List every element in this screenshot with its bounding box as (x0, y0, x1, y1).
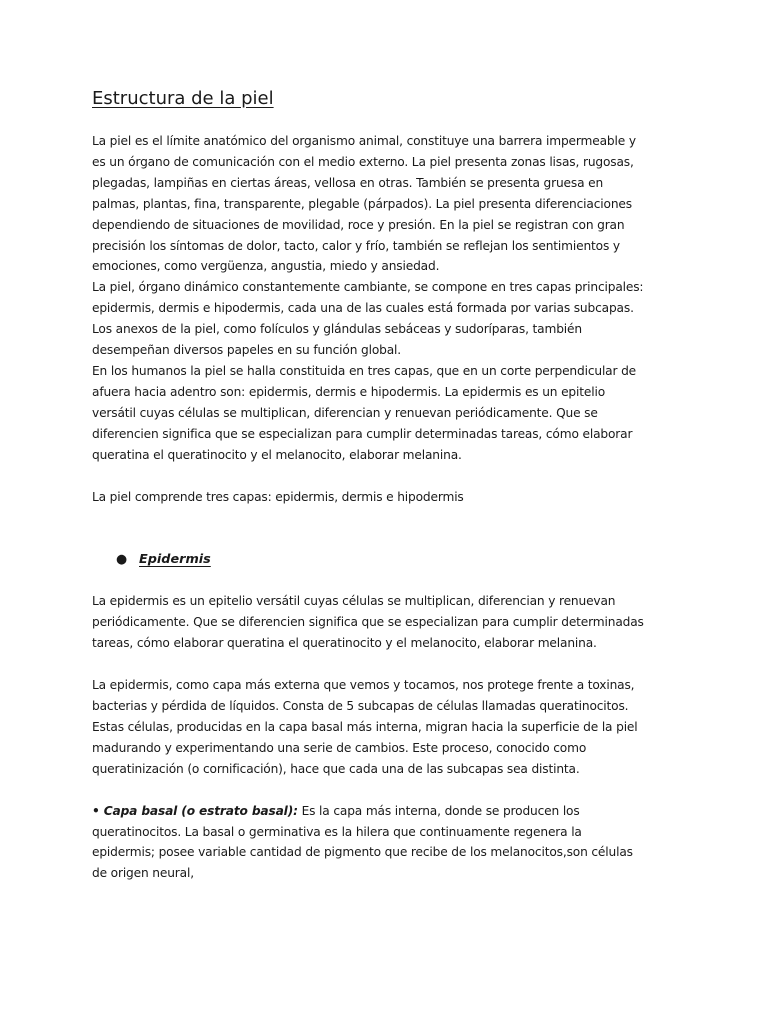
text-line: queratinización (o cornificación), hace que cada una de las subcapas sea distinta. (92, 761, 580, 776)
document-title: Estructura de la piel (92, 88, 274, 109)
text-line: La epidermis, como capa más externa que vemos y tocamos, nos protege frente a toxinas, (92, 678, 635, 693)
text-line: madurando y experimentando una serie de cambios. Este proceso, conocido como (92, 740, 587, 755)
document-page (92, 88, 678, 884)
text-line: Estas células, producidas en la capa basal más interna, migran hacia la superficie de la piel (92, 719, 638, 734)
intro-paragraph (92, 131, 678, 466)
text-line: es un órgano de comunicación con el medio externo. La piel presenta zonas lisas, rugosas, (92, 154, 634, 169)
text-line: desempeñan diversos papeles en su función global. (92, 343, 402, 358)
text-line: precisión los síntomas de dolor, tacto, calor y frío, también se reflejan los sentimientos y (92, 238, 620, 253)
text-line: queratina el queratinocito y el melanocito, elaborar melanina. (92, 447, 462, 462)
text-line: dependiendo de situaciones de movilidad, roce y presión. En la piel se registran con gran (92, 217, 625, 232)
bullet-icon: ● (116, 552, 128, 568)
text-line (92, 801, 678, 822)
basal-layer-term: • Capa basal (o estrato basal): (92, 803, 298, 818)
epidermis-paragraph-1 (92, 591, 678, 654)
section-heading-text: Epidermis (139, 552, 211, 568)
text-line: En los humanos la piel se halla constituida en tres capas, que en un corte perpendicular de (92, 363, 637, 378)
text-line: plegadas, lampiñas en ciertas áreas, vellosa en otras. También se presenta gruesa en (92, 175, 604, 190)
text-line: versátil cuyas células se multiplican, diferencian y renuevan periódicamente. Que se (92, 405, 598, 420)
basal-layer-text: Es la capa más interna, donde se producen los (297, 803, 580, 818)
text-line: tareas, cómo elaborar queratina el queratinocito y el melanocito, elaborar melanina. (92, 636, 597, 651)
section-heading-epidermis (92, 549, 678, 570)
text-line: Los anexos de la piel, como folículos y glándulas sebáceas y sudoríparas, también (92, 322, 582, 337)
text-line: La piel es el límite anatómico del organismo animal, constituye una barrera impermeable y (92, 134, 636, 148)
summary-line: La piel comprende tres capas: epidermis, dermis e hipodermis (92, 489, 464, 504)
text-line: La piel, órgano dinámico constantemente cambiante, se compone en tres capas principales: (92, 280, 644, 295)
basal-layer-paragraph (92, 801, 678, 885)
text-line: epidermis, dermis e hipodermis, cada una de las cuales está formada por varias subcapas. (92, 301, 634, 316)
text-line: de origen neural, (92, 866, 194, 881)
text-line: afuera hacia adentro son: epidermis, dermis e hipodermis. La epidermis es un epitelio (92, 384, 606, 399)
text-line: queratinocitos. La basal o germinativa es la hilera que continuamente regenera la (92, 824, 582, 839)
text-line: La epidermis es un epitelio versátil cuyas células se multiplican, diferencian y renuevan (92, 594, 616, 609)
text-line: emociones, como vergüenza, angustia, miedo y ansiedad. (92, 259, 440, 274)
text-line: epidermis; posee variable cantidad de pigmento que recibe de los melanocitos,son células (92, 845, 633, 860)
text-line: periódicamente. Que se diferencien significa que se especializan para cumplir determinadas (92, 615, 644, 630)
epidermis-paragraph-2 (92, 675, 678, 780)
text-line: diferencien significa que se especializan para cumplir determinadas tareas, cómo elaborar (92, 426, 633, 441)
text-line: palmas, plantas, fina, transparente, plegable (párpados). La piel presenta diferenciaciones (92, 196, 632, 211)
text-line: bacterias y pérdida de líquidos. Consta de 5 subcapas de células llamadas queratinocitos. (92, 699, 629, 714)
